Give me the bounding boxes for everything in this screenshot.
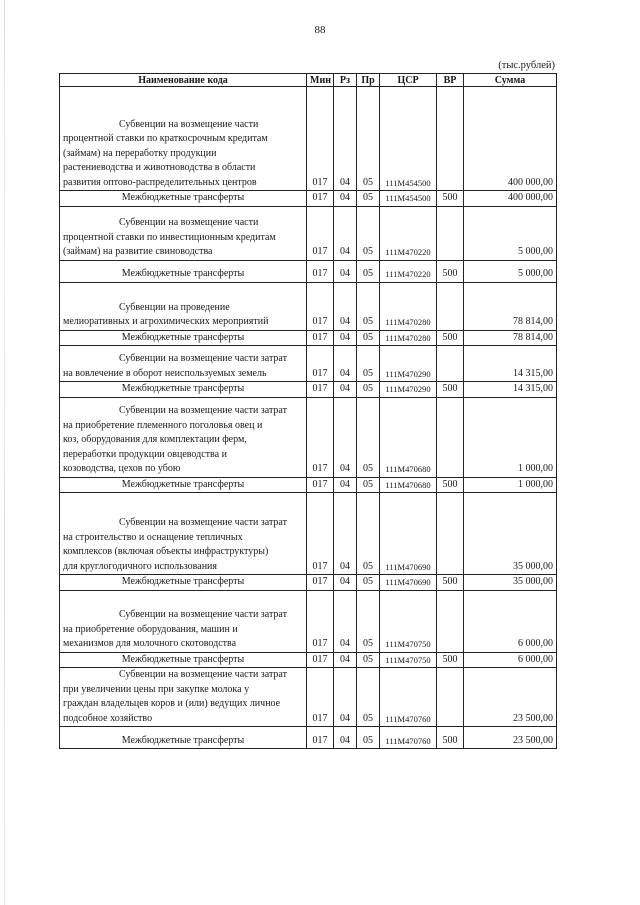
row-name-cell	[60, 260, 307, 282]
scan-edge-mark	[4, 0, 5, 905]
budget-table	[59, 73, 557, 749]
row-name-line: Субвенции на возмещение части затрат	[119, 405, 287, 416]
row-name-line: Межбюджетные трансферты	[121, 192, 245, 203]
row-vr-cell	[437, 493, 464, 575]
row-pr-cell: 05	[357, 282, 380, 330]
row-name-line: Межбюджетные трансферты	[121, 331, 245, 343]
row-csr-cell: 111M470220	[380, 260, 437, 282]
row-sum-cell: 14 315,00	[464, 382, 557, 398]
header-pr: Пр	[357, 74, 380, 87]
row-min-cell: 017	[307, 330, 334, 346]
row-name-cell	[60, 493, 307, 575]
row-pr-cell: 05	[357, 191, 380, 207]
row-name-line: Межбюджетные трансферты	[121, 268, 245, 279]
transfer-row	[60, 575, 557, 591]
row-vr-cell: 500	[437, 575, 464, 591]
row-name-line: развития оптово-распределительных центров	[63, 176, 257, 188]
transfer-row	[60, 260, 557, 282]
row-rz-cell: 04	[334, 668, 357, 727]
row-rz-cell: 04	[334, 260, 357, 282]
row-min-cell: 017	[307, 668, 334, 727]
row-rz-cell: 04	[334, 346, 357, 382]
row-sum-cell: 5 000,00	[464, 260, 557, 282]
row-vr-cell	[437, 206, 464, 260]
row-min-cell: 017	[307, 206, 334, 260]
row-name-cell	[60, 87, 307, 191]
row-name-line: Субвенции на возмещение части	[119, 118, 259, 130]
row-vr-cell	[437, 282, 464, 330]
row-sum-cell: 23 500,00	[464, 727, 557, 749]
row-name-line: на вовлечение в оборот неиспользуемых земель	[63, 367, 267, 379]
row-sum-cell: 23 500,00	[464, 668, 557, 727]
row-sum-cell: 6 000,00	[464, 652, 557, 668]
row-rz-cell: 04	[334, 727, 357, 749]
subsidy-row	[60, 493, 557, 575]
table-body	[60, 87, 557, 749]
row-sum-cell: 35 000,00	[464, 575, 557, 591]
row-name-cell	[60, 397, 307, 477]
row-name-line: Субвенции на возмещение части затрат	[119, 669, 287, 680]
row-min-cell: 017	[307, 382, 334, 398]
row-csr-cell: 111M470750	[380, 590, 437, 652]
transfer-row	[60, 382, 557, 398]
row-min-cell: 017	[307, 493, 334, 575]
row-name-line: Межбюджетные трансферты	[121, 478, 245, 490]
row-name-cell	[60, 668, 307, 727]
header-name: Наименование кода	[60, 74, 307, 87]
row-name-line: Субвенции на возмещение части затрат	[119, 609, 287, 620]
row-name-line: растениеводства и животноводства в области	[63, 162, 256, 173]
row-pr-cell: 05	[357, 330, 380, 346]
row-csr-cell: 111M470760	[380, 727, 437, 749]
row-csr-cell: 111M470680	[380, 397, 437, 477]
row-name-cell	[60, 590, 307, 652]
row-csr-cell: 111M454500	[380, 191, 437, 207]
page-number: 88	[314, 24, 326, 36]
row-pr-cell: 05	[357, 382, 380, 398]
row-rz-cell: 04	[334, 282, 357, 330]
row-rz-cell: 04	[334, 652, 357, 668]
subsidy-row	[60, 206, 557, 260]
row-sum-cell: 400 000,00	[464, 191, 557, 207]
row-csr-cell: 111M470750	[380, 652, 437, 668]
row-name-line: Межбюджетные трансферты	[121, 653, 245, 665]
row-vr-cell	[437, 346, 464, 382]
row-name-cell	[60, 206, 307, 260]
row-rz-cell: 04	[334, 590, 357, 652]
row-csr-cell: 111M470280	[380, 330, 437, 346]
row-name-line: (займам) на переработку продукции	[63, 147, 217, 159]
row-name-line: для круглогодичного использования	[63, 560, 218, 572]
row-pr-cell: 05	[357, 668, 380, 727]
subsidy-row	[60, 346, 557, 382]
row-vr-cell: 500	[437, 652, 464, 668]
row-min-cell: 017	[307, 477, 334, 493]
row-name-line: козоводства, цехов по убою	[63, 463, 181, 474]
header-sum: Сумма	[464, 74, 557, 87]
row-rz-cell: 04	[334, 397, 357, 477]
row-name-cell	[60, 575, 307, 591]
header-csr: ЦСР	[380, 74, 437, 87]
table-header-row	[60, 74, 557, 87]
subsidy-row	[60, 87, 557, 191]
header-rz: Рз	[334, 74, 357, 87]
row-min-cell: 017	[307, 260, 334, 282]
row-csr-cell: 111M470280	[380, 282, 437, 330]
row-pr-cell: 05	[357, 727, 380, 749]
row-min-cell: 017	[307, 87, 334, 191]
row-vr-cell	[437, 668, 464, 727]
row-name-line: Межбюджетные трансферты	[121, 576, 245, 587]
row-sum-cell: 5 000,00	[464, 206, 557, 260]
row-sum-cell: 78 814,00	[464, 282, 557, 330]
row-name-line: мелиоративных и агрохимических мероприятий	[63, 316, 269, 327]
row-vr-cell	[437, 590, 464, 652]
row-csr-cell: 111M470690	[380, 575, 437, 591]
row-name-line: процентной ставки по краткосрочным кредитам	[63, 133, 268, 144]
row-min-cell: 017	[307, 346, 334, 382]
row-vr-cell: 500	[437, 191, 464, 207]
row-pr-cell: 05	[357, 87, 380, 191]
row-pr-cell: 05	[357, 346, 380, 382]
row-name-line: при увеличении цены при закупке молока у	[63, 683, 250, 695]
row-name-line: Субвенции на проведение	[119, 301, 230, 313]
row-min-cell: 017	[307, 652, 334, 668]
row-sum-cell: 78 814,00	[464, 330, 557, 346]
row-rz-cell: 04	[334, 87, 357, 191]
row-name-line: Межбюджетные трансферты	[121, 383, 245, 394]
transfer-row	[60, 477, 557, 493]
row-min-cell: 017	[307, 727, 334, 749]
row-rz-cell: 04	[334, 330, 357, 346]
row-name-cell	[60, 652, 307, 668]
row-pr-cell: 05	[357, 477, 380, 493]
row-pr-cell: 05	[357, 260, 380, 282]
row-min-cell: 017	[307, 575, 334, 591]
row-name-cell	[60, 330, 307, 346]
row-min-cell: 017	[307, 590, 334, 652]
transfer-row	[60, 727, 557, 749]
row-rz-cell: 04	[334, 493, 357, 575]
header-min: Мин	[307, 74, 334, 87]
subsidy-row	[60, 282, 557, 330]
row-name-cell	[60, 727, 307, 749]
transfer-row	[60, 652, 557, 668]
subsidy-row	[60, 668, 557, 727]
row-csr-cell: 111M470760	[380, 668, 437, 727]
transfer-row	[60, 330, 557, 346]
subsidy-row	[60, 397, 557, 477]
row-name-line: на строительство и оснащение тепличных	[63, 531, 243, 543]
row-csr-cell: 111M470290	[380, 346, 437, 382]
row-name-line: Межбюджетные трансферты	[121, 734, 245, 746]
row-name-line: коз, оборудования для комплектации ферм,	[63, 434, 247, 445]
row-csr-cell: 111M470290	[380, 382, 437, 398]
row-sum-cell: 400 000,00	[464, 87, 557, 191]
row-csr-cell: 111M470690	[380, 493, 437, 575]
row-rz-cell: 04	[334, 477, 357, 493]
row-rz-cell: 04	[334, 575, 357, 591]
row-sum-cell: 6 000,00	[464, 590, 557, 652]
row-pr-cell: 05	[357, 652, 380, 668]
row-sum-cell: 35 000,00	[464, 493, 557, 575]
subsidy-row	[60, 590, 557, 652]
row-name-cell	[60, 282, 307, 330]
row-name-cell	[60, 382, 307, 398]
row-vr-cell: 500	[437, 260, 464, 282]
row-csr-cell: 111M454500	[380, 87, 437, 191]
row-name-line: (займам) на развитие свиноводства	[63, 246, 213, 257]
row-name-line: Субвенции на возмещение части	[119, 217, 259, 228]
row-name-line: на приобретение оборудования, машин и	[63, 623, 238, 635]
row-pr-cell: 05	[357, 493, 380, 575]
header-vr: ВР	[437, 74, 464, 87]
row-rz-cell: 04	[334, 206, 357, 260]
unit-note: (тыс.рублей)	[498, 60, 555, 71]
row-vr-cell: 500	[437, 727, 464, 749]
row-vr-cell: 500	[437, 382, 464, 398]
row-name-line: Субвенции на возмещение части затрат	[119, 517, 287, 528]
row-sum-cell: 14 315,00	[464, 346, 557, 382]
row-pr-cell: 05	[357, 206, 380, 260]
row-vr-cell: 500	[437, 330, 464, 346]
row-rz-cell: 04	[334, 382, 357, 398]
row-pr-cell: 05	[357, 590, 380, 652]
row-name-line: комплексов (включая объекты инфраструктуры)	[63, 546, 269, 557]
row-name-line: граждан владельцев коров и (или) ведущих личное	[63, 698, 281, 709]
row-name-line: Субвенции на возмещение части затрат	[119, 353, 287, 364]
row-sum-cell: 1 000,00	[464, 477, 557, 493]
row-rz-cell: 04	[334, 191, 357, 207]
row-name-line: на приобретение племенного поголовья овец и	[63, 419, 263, 431]
row-min-cell: 017	[307, 191, 334, 207]
row-pr-cell: 05	[357, 575, 380, 591]
row-vr-cell	[437, 87, 464, 191]
row-min-cell: 017	[307, 282, 334, 330]
row-csr-cell: 111M470680	[380, 477, 437, 493]
row-name-cell	[60, 477, 307, 493]
row-name-cell	[60, 346, 307, 382]
row-name-line: подсобное хозяйство	[63, 712, 153, 724]
row-name-line: переработки продукции овцеводства и	[63, 448, 227, 460]
row-vr-cell	[437, 397, 464, 477]
transfer-row	[60, 191, 557, 207]
row-name-line: процентной ставки по инвестиционным кредитам	[63, 231, 276, 243]
row-csr-cell: 111M470220	[380, 206, 437, 260]
row-min-cell: 017	[307, 397, 334, 477]
row-name-cell	[60, 191, 307, 207]
row-name-line: механизмов для молочного скотоводства	[63, 638, 237, 649]
row-pr-cell: 05	[357, 397, 380, 477]
row-sum-cell: 1 000,00	[464, 397, 557, 477]
row-vr-cell: 500	[437, 477, 464, 493]
